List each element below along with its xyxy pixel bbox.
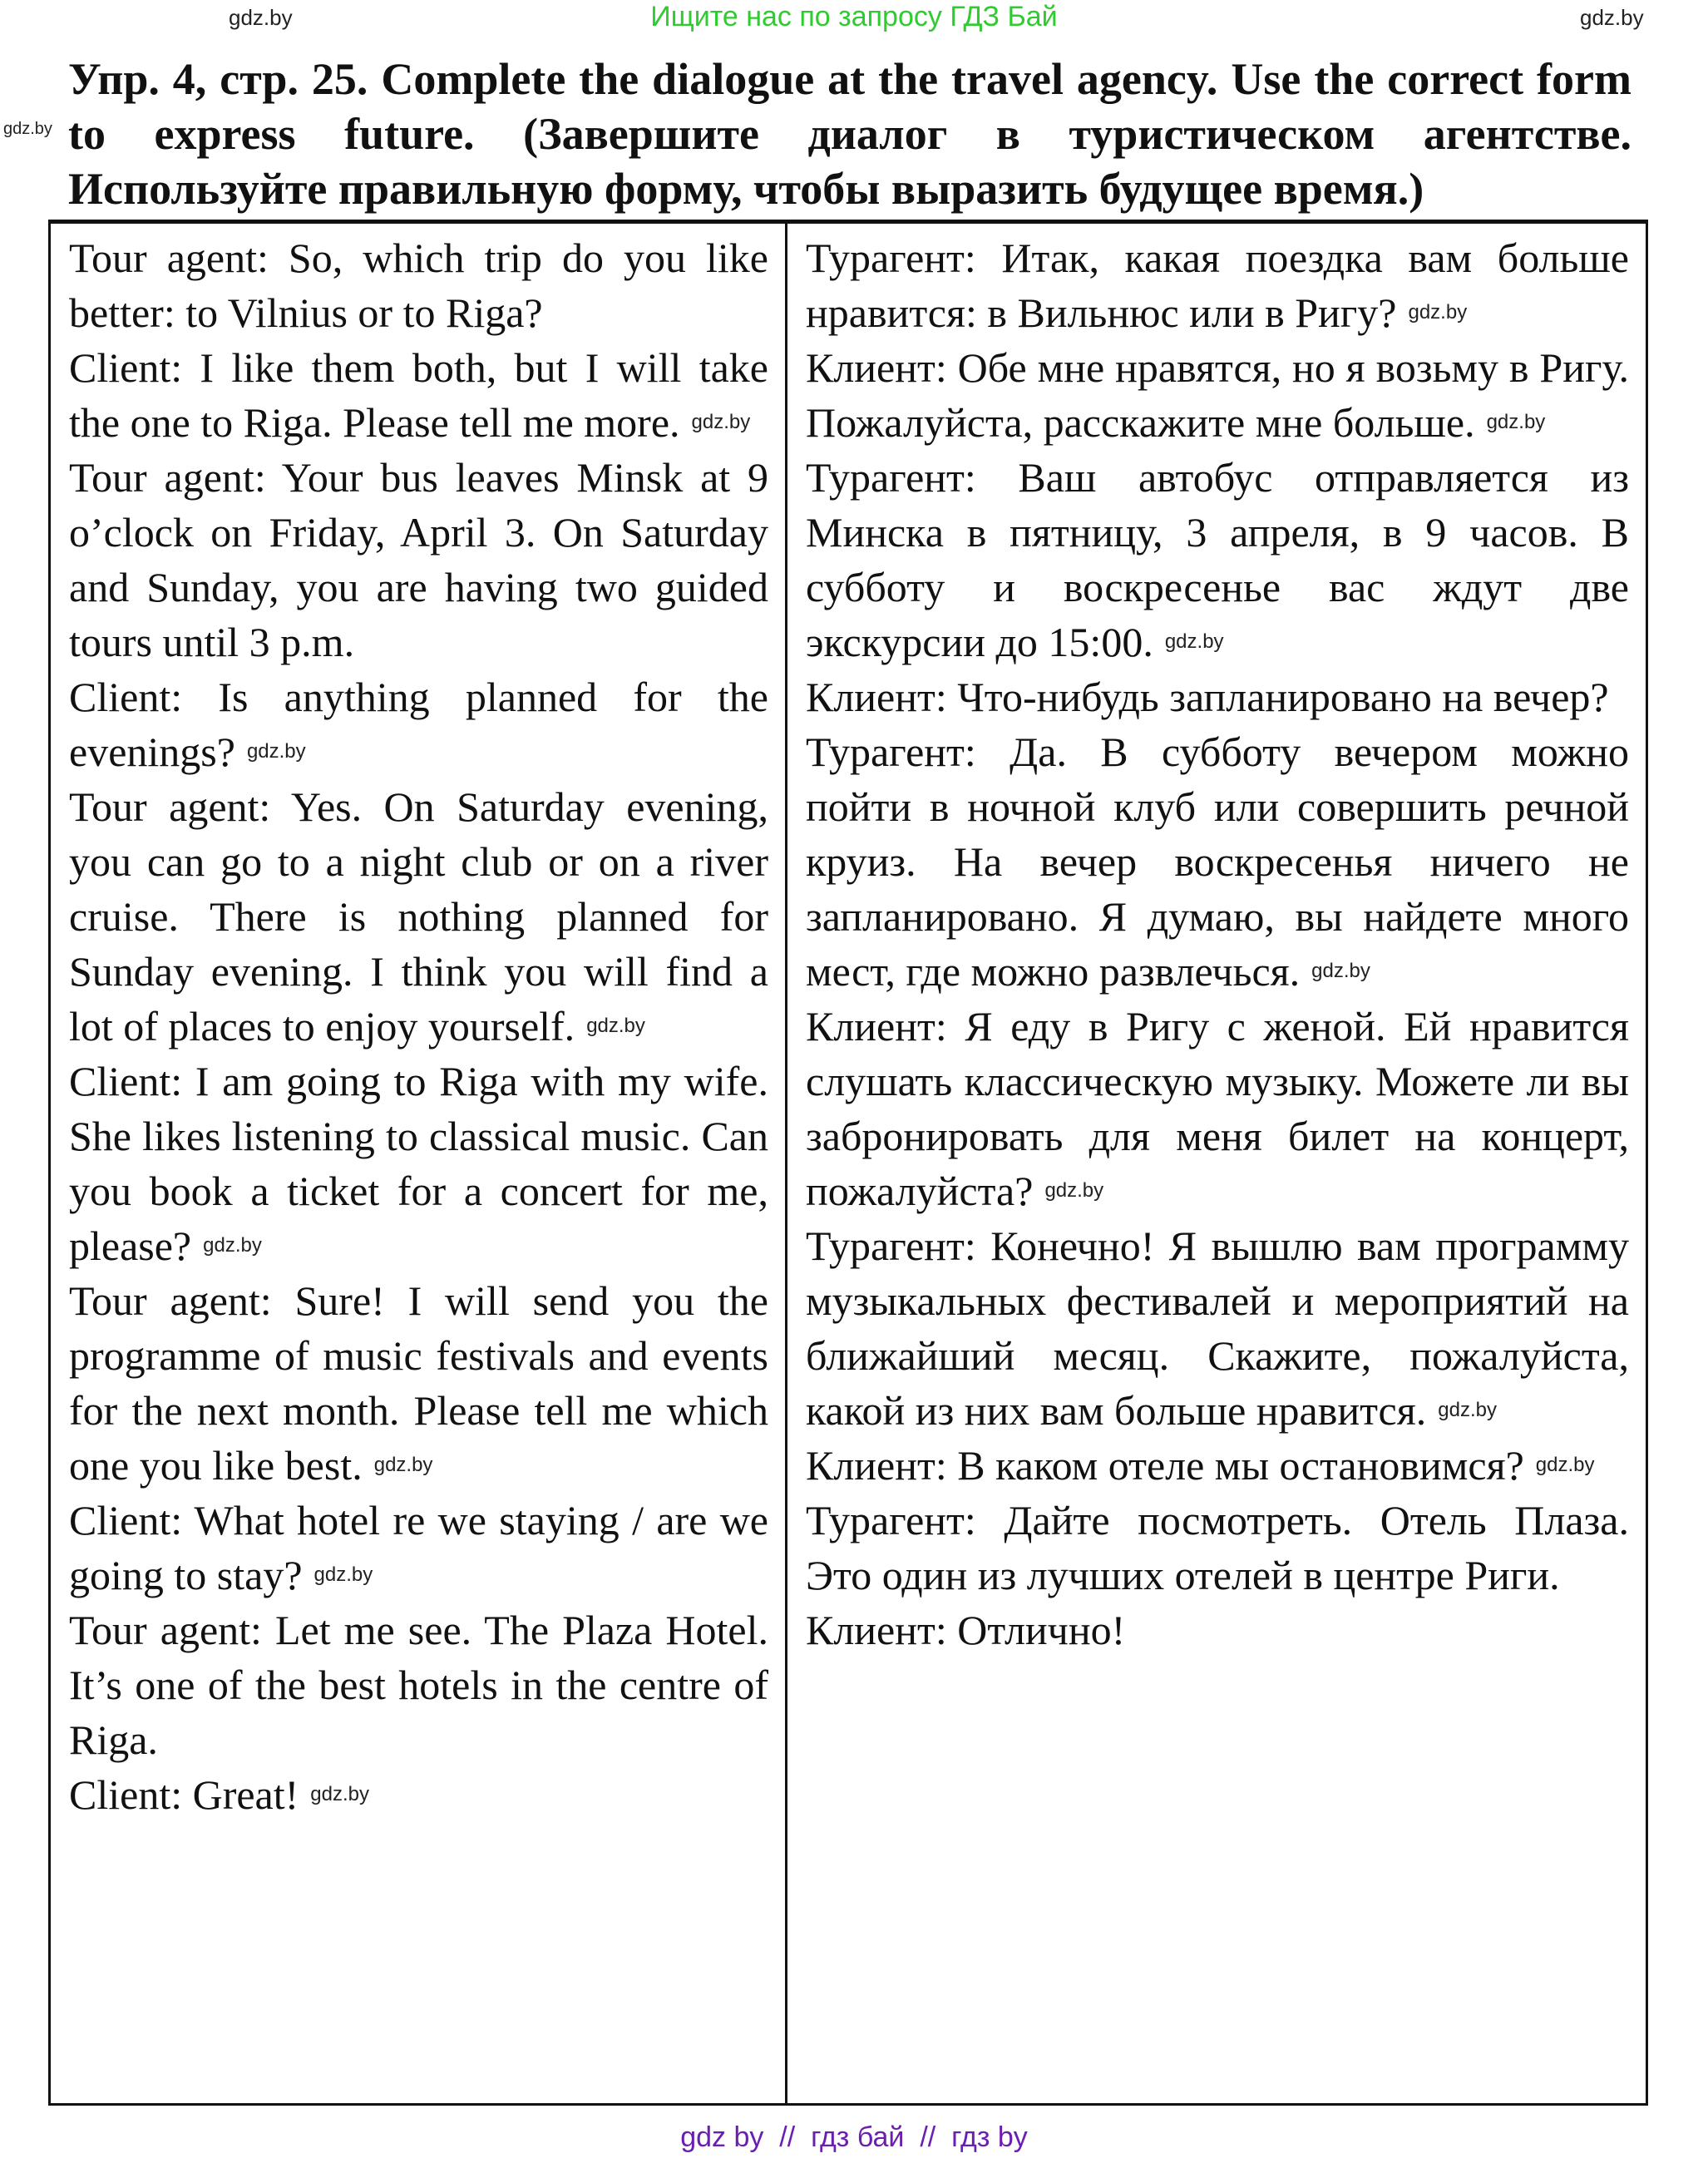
dialogue-line-en	[69, 1767, 768, 1822]
dialogue-text: Client: I like them both, but I will take the one to Riga. Please tell me more.	[69, 344, 768, 446]
watermark: gdz.by	[1535, 1454, 1595, 1476]
dialogue-line-en	[69, 450, 768, 669]
dialogue-line-ru	[806, 230, 1629, 340]
dialogue-table	[48, 220, 1648, 2106]
dialogue-text: Tour agent: Sure! I will send you the programme of music festivals and events for the next month. Please tell me which one you like best.	[69, 1277, 768, 1489]
dialogue-text: Client: Great!	[69, 1771, 299, 1818]
watermark: gdz.by	[313, 1563, 373, 1586]
english-column	[51, 224, 787, 2103]
dialogue-line-en	[69, 1054, 768, 1273]
dialogue-text: Турагент: Итак, какая поездка вам больше нравится: в Вильнюс или в Ригу?	[806, 235, 1629, 336]
dialogue-line-en	[69, 1603, 768, 1767]
watermark: gdz.by	[310, 1783, 370, 1805]
dialogue-text: Tour agent: Yes. On Saturday evening, you can go to a night club or on a river cruise. There is nothing planned for Sunday evening. I think you will find a lot of places to enjoy yourself.	[69, 783, 768, 1049]
dialogue-text: Tour agent: So, which trip do you like better: to Vilnius or to Riga?	[69, 235, 768, 336]
dialogue-line-ru	[806, 669, 1629, 724]
russian-column	[787, 224, 1646, 2103]
dialogue-line-en	[69, 340, 768, 450]
dialogue-line-en	[69, 230, 768, 340]
watermark: gdz.by	[246, 740, 306, 763]
dialogue-text: Tour agent: Your bus leaves Minsk at 9 o’clock on Friday, April 3. On Saturday and Sunday, you are having two guided tours until 3 p.m.	[69, 454, 768, 665]
watermark: gdz.by	[1044, 1179, 1104, 1202]
dialogue-text: Клиент: Я еду в Ригу с женой. Ей нравится слушать классическую музыку. Можете ли вы забронировать для меня билет на концерт, пожалуйста?	[806, 1003, 1629, 1214]
dialogue-line-en	[69, 1493, 768, 1603]
dialogue-line-ru	[806, 724, 1629, 999]
dialogue-line-ru	[806, 999, 1629, 1218]
watermark: gdz.by	[1408, 301, 1468, 323]
watermark: gdz.by	[1486, 411, 1546, 433]
dialogue-text: Турагент: Дайте посмотреть. Отель Плаза. Это один из лучших отелей в центре Риги.	[806, 1497, 1629, 1598]
dialogue-line-ru	[806, 1493, 1629, 1603]
dialogue-line-ru	[806, 1218, 1629, 1438]
watermark: gdz.by	[586, 1015, 645, 1037]
watermark: gdz.by	[3, 120, 52, 138]
dialogue-line-ru	[806, 1603, 1629, 1657]
watermark: gdz.by	[229, 5, 293, 30]
search-banner[interactable]: Ищите нас по запросу ГДЗ Бай	[650, 1, 1058, 32]
dialogue-text: Клиент: В каком отеле мы остановимся?	[806, 1442, 1524, 1489]
dialogue-line-ru	[806, 1438, 1629, 1493]
watermark: gdz.by	[373, 1454, 433, 1476]
dialogue-line-ru	[806, 450, 1629, 669]
watermark: gdz.by	[1164, 630, 1224, 653]
watermark: gdz.by	[203, 1234, 262, 1257]
dialogue-text: Клиент: Что-нибудь запланировано на вечер?	[806, 674, 1609, 720]
dialogue-text: Турагент: Да. В субботу вечером можно пойти в ночной клуб или совершить речной круиз. На вечер воскресенья ничего не запланировано. Я думаю, вы найдете много мест, где можно развлечься.	[806, 728, 1629, 995]
dialogue-text: Client: I am going to Riga with my wife. She likes listening to classical music. Can you book a ticket for a concert for me, please?	[69, 1058, 768, 1269]
dialogue-text: Tour agent: Let me see. The Plaza Hotel. It’s one of the best hotels in the centre of Riga.	[69, 1607, 768, 1763]
dialogue-text: Client: Is anything planned for the evenings?	[69, 674, 768, 775]
dialogue-text: Турагент: Конечно! Я вышлю вам программу музыкальных фестивалей и мероприятий на ближайший месяц. Скажите, пожалуйста, какой из них вам больше нравится.	[806, 1222, 1629, 1434]
footer-links[interactable]: gdz by // гдз бай // гдз by	[680, 2121, 1028, 2153]
dialogue-line-en	[69, 1273, 768, 1493]
dialogue-line-en	[69, 669, 768, 779]
dialogue-text: Клиент: Обе мне нравятся, но я возьму в Ригу. Пожалуйста, расскажите мне больше.	[806, 344, 1629, 446]
watermark: gdz.by	[1311, 960, 1370, 982]
dialogue-text: Турагент: Ваш автобус отправляется из Минска в пятницу, 3 апреля, в 9 часов. В субботу и воскресенье вас ждут две экскурсии до 15:00.	[806, 454, 1629, 665]
watermark: gdz.by	[1580, 5, 1644, 30]
dialogue-text: Client: What hotel re we staying / are we going to stay?	[69, 1497, 768, 1598]
dialogue-line-ru	[806, 340, 1629, 450]
exercise-title: Упр. 4, стр. 25. Complete the dialogue at the travel agency. Use the correct form to express future. (Завершите диалог в туристическом агентстве. Используйте правильную форму, чтобы выразить будущее время.)	[68, 54, 1631, 214]
dialogue-line-en	[69, 779, 768, 1054]
dialogue-text: Клиент: Отлично!	[806, 1607, 1126, 1653]
watermark: gdz.by	[691, 411, 751, 433]
watermark: gdz.by	[1438, 1399, 1497, 1421]
